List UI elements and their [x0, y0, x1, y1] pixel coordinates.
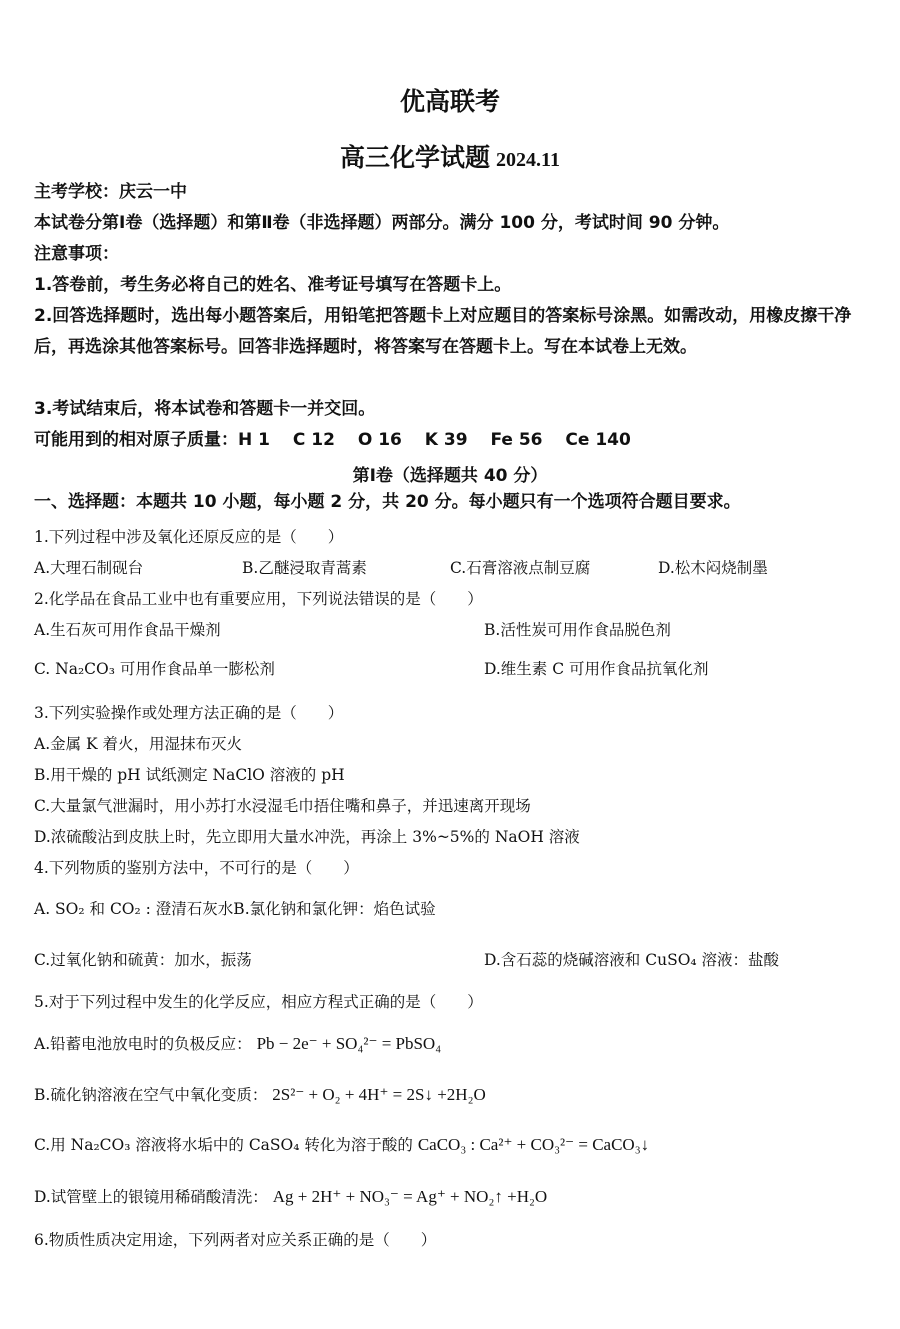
note-2: 2.回答选择题时，选出每小题答案后，用铅笔把答题卡上对应题目的答案标号涂黑。如需改动，用橡皮擦干净后，再选涂其他答案标号。回答非选择题时，将答案写在答题卡上。写在本试卷上无效。 — [34, 306, 852, 357]
exam-title — [0, 138, 900, 174]
q4-option-ab: A. SO₂ 和 CO₂ : 澄清石灰水B.氯化钠和氯化钾：焰色试验 — [34, 900, 436, 918]
q5-option-b-equation: 2S²⁻ + O₂ + 4H⁺ = 2S↓ +2H₂O — [272, 1085, 486, 1104]
q5-option-d — [34, 1185, 874, 1207]
q3-option-b: B.用干燥的 pH 试纸测定 NaClO 溶液的 pH — [34, 766, 345, 784]
section-instruction: 一、选择题：本题共 10 小题，每小题 2 分，共 20 分。每小题只有一个选项符合题目要求。 — [34, 492, 741, 512]
q2-option-a: A.生石灰可用作食品干燥剂 — [34, 621, 221, 639]
q5-option-b — [34, 1083, 874, 1105]
exam-description: 本试卷分第Ⅰ卷（选择题）和第Ⅱ卷（非选择题）两部分。满分 100 分，考试时间 90 分钟。 — [34, 213, 730, 233]
q3-option-c: C.大量氯气泄漏时，用小苏打水浸湿毛巾捂住嘴和鼻子，并迅速离开现场 — [34, 797, 531, 815]
q3-option-a: A.金属 K 着火，用湿抹布灭火 — [34, 735, 243, 753]
q5-option-c-equation: CaCO₃ : Ca²⁺ + CO₃²⁻ = CaCO₃↓ — [417, 1135, 650, 1154]
question-6-stem: 6.物质性质决定用途，下列两者对应关系正确的是（ ） — [34, 1231, 437, 1249]
q1-option-c: C.石膏溶液点制豆腐 — [450, 559, 591, 577]
q5-option-c — [34, 1133, 874, 1155]
q2-option-d: D.维生素 C 可用作食品抗氧化剂 — [484, 660, 709, 678]
atomic-masses: 可能用到的相对原子质量：H 1 C 12 O 16 K 39 Fe 56 Ce 140 — [34, 430, 631, 450]
q5-option-d-text: D.试管壁上的银镜用稀硝酸清洗： — [34, 1188, 268, 1206]
question-1-stem: 1.下列过程中涉及氧化还原反应的是（ ） — [34, 528, 344, 546]
question-4-stem: 4.下列物质的鉴别方法中，不可行的是（ ） — [34, 859, 359, 877]
q4-option-c: C.过氧化钠和硫黄：加水，振荡 — [34, 951, 252, 969]
section-title: 第Ⅰ卷（选择题共 40 分） — [352, 466, 548, 486]
q4-option-d: D.含石蕊的烧碱溶液和 CuSO₄ 溶液：盐酸 — [484, 951, 780, 969]
q5-option-a-equation: Pb − 2e⁻ + SO₄²⁻ = PbSO₄ — [256, 1034, 442, 1053]
q2-option-b: B.活性炭可用作食品脱色剂 — [484, 621, 671, 639]
q5-option-d-equation: Ag + 2H⁺ + NO₃⁻ = Ag⁺ + NO₂↑ +H₂O — [272, 1187, 548, 1206]
q5-option-a-text: A.铅蓄电池放电时的负极反应： — [34, 1035, 252, 1053]
q1-option-d: D.松木闷烧制墨 — [658, 559, 768, 577]
q1-option-a: A.大理石制砚台 — [34, 559, 144, 577]
question-2-options-ab — [34, 618, 874, 640]
note-3: 3.考试结束后，将本试卷和答题卡一并交回。 — [34, 399, 376, 419]
host-school: 主考学校：庆云一中 — [34, 182, 187, 202]
question-1-options — [34, 556, 874, 578]
question-4-options-cd — [34, 948, 874, 970]
q5-option-a — [34, 1032, 874, 1054]
question-5-stem: 5.对于下列过程中发生的化学反应，相应方程式正确的是（ ） — [34, 993, 483, 1011]
question-3-stem: 3.下列实验操作或处理方法正确的是（ ） — [34, 704, 344, 722]
note-1: 1.答卷前，考生务必将自己的姓名、准考证号填写在答题卡上。 — [34, 275, 512, 295]
question-2-options-cd — [34, 657, 874, 679]
q3-option-d: D.浓硫酸沾到皮肤上时，先立即用大量水冲洗，再涂上 3%~5%的 NaOH 溶液 — [34, 828, 580, 846]
exam-org-title: 优高联考 — [399, 87, 500, 116]
q2-option-c: C. Na₂CO₃ 可用作食品单一膨松剂 — [34, 660, 275, 678]
notes-title: 注意事项： — [34, 244, 119, 264]
exam-date: 2024.11 — [496, 149, 560, 171]
exam-subject-title: 高三化学试题 — [340, 143, 491, 172]
q1-option-b: B.乙醚浸取青蒿素 — [242, 559, 367, 577]
question-2-stem: 2.化学品在食品工业中也有重要应用，下列说法错误的是（ ） — [34, 590, 483, 608]
q5-option-b-text: B.硫化钠溶液在空气中氧化变质： — [34, 1086, 268, 1104]
q5-option-c-text: C.用 Na₂CO₃ 溶液将水垢中的 CaSO₄ 转化为溶于酸的 — [34, 1136, 418, 1154]
